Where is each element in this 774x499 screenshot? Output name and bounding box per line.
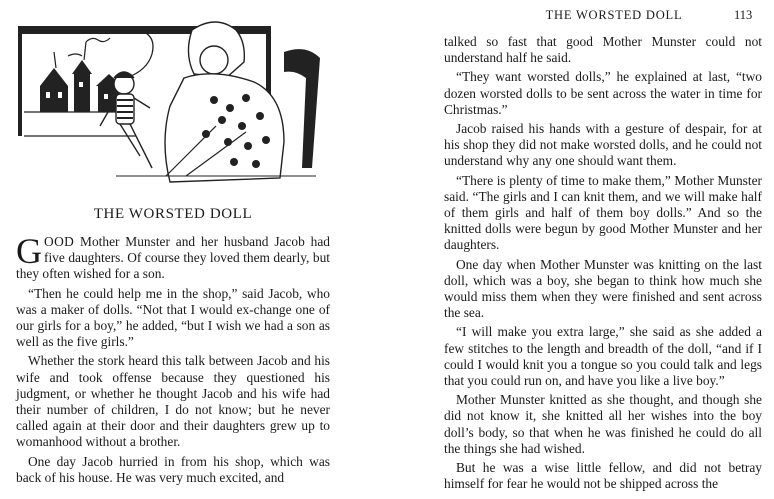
running-head: THE WORSTED DOLL [545,8,683,22]
paragraph: “I will make you extra large,” she said as she added a few stitches to the length and breadth of the doll, “and if I could I would knit you a tongue so you could talk and legs that you could run on, and have you like a live boy.” [444,324,762,389]
paragraph: “There is plenty of time to make them,” Mother Munster said. “The girls and I can knit them, and we will make half of them girls and half of them boy dolls.” And so the knitted dolls were begun by good Mother Munster and her daughters. [444,172,762,253]
left-page-text [16,231,330,486]
knitting-woman-illustration [16,16,334,184]
paragraph [16,231,330,283]
opening-smallcaps: OOD [44,234,75,249]
paragraph: talked so fast that good Mother Munster could not understand half he said. [444,34,762,66]
paragraph: Jacob raised his hands with a gesture of despair, for at his shop they did not make worsted dolls, and he could not understand why any one should want them. [444,121,762,169]
right-page-text [444,34,762,492]
paragraph: One day Jacob hurried in from his shop, which was back of his house. He was very much excited, and [16,453,330,485]
paragraph: Mother Munster knitted as she thought, and though she did not know it, she knitted all her wishes into the boy doll’s body, so that when he was finished he could do all the things she had wished. [444,392,762,456]
paragraph: “They want worsted dolls,” he explained at last, “two dozen worsted dolls to be sent across the water in time for Christmas.” [444,69,762,117]
paragraph: One day when Mother Munster was knitting on the last doll, which was a boy, she began to think how much she would miss them when they were finished and sent across the sea. [444,256,762,321]
paragraph: “Then he could help me in the shop,” said Jacob, who was a maker of dolls. “Not that I would ex-change one of our girls for a boy,” he added, “but I wish we had a son as well as the five girls.” [16,285,330,350]
page-number: 113 [734,8,753,22]
paragraph-text: Mother Munster and her husband Jacob had five daughters. Of course they loved them dearly, but they often wished for a son. [16,234,330,282]
paragraph: Whether the stork heard this talk between Jacob and his wife and took offense because they questioned his judgment, or whether he thought Jacob and his wife had their number of children, I do not know; but he never called again at their door and their daughters grew up to womanhood without a brother. [16,353,330,450]
chapter-title: THE WORSTED DOLL [93,206,253,222]
drop-cap: G [16,231,42,271]
paragraph: But he was a wise little fellow, and did not betray himself for fear he would not be shipped across the [444,460,762,492]
